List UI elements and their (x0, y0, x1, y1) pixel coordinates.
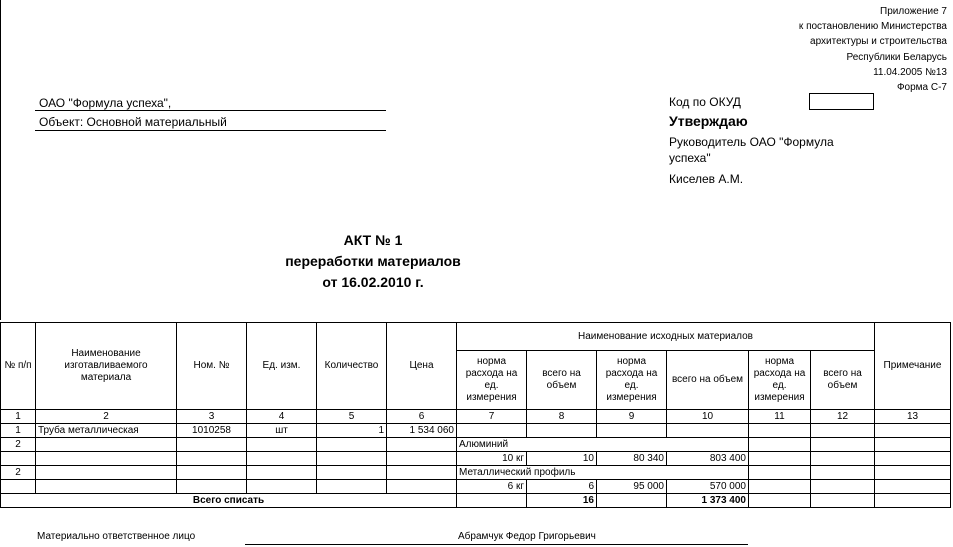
header-norm-2: норма расхода на ед. измерения (597, 351, 667, 410)
product-name: Труба металлическая (36, 424, 177, 438)
object-name: Объект: Основной материальный (39, 115, 227, 129)
header-total-1: всего на объем (527, 351, 597, 410)
row-num: 2 (1, 438, 36, 452)
material-norm: 10 кг (457, 452, 527, 466)
product-code: 1010258 (177, 424, 247, 438)
appendix-line: к постановлению Министерства (798, 21, 947, 33)
col-number: 12 (811, 410, 875, 424)
appendix-line: 11.04.2005 №13 (873, 66, 947, 78)
col-number: 2 (36, 410, 177, 424)
col-number: 3 (177, 410, 247, 424)
title-line-2: переработки материалов (285, 253, 461, 269)
head-position: Руководитель ОАО "Формула успеха" (669, 135, 834, 165)
total-sum: 1 373 400 (667, 494, 749, 508)
col-number: 5 (317, 410, 387, 424)
approve-heading: Утверждаю (669, 113, 748, 129)
col-number: 4 (247, 410, 317, 424)
total-row (1, 494, 951, 508)
title-line-3: от 16.02.2010 г. (322, 274, 424, 290)
okud-code-box (809, 93, 874, 110)
appendix-line: Форма С-7 (896, 82, 947, 94)
row-num: 1 (1, 424, 36, 438)
table-row (1, 452, 951, 466)
column-number-row (1, 410, 951, 424)
header-total-2: всего на объем (667, 351, 749, 410)
organization-name: ОАО "Формула успеха", (39, 96, 172, 110)
okud-label: Код по ОКУД (669, 95, 741, 109)
material-price: 95 000 (597, 480, 667, 494)
responsible-person-name: Абрамчук Федор Григорьевич (458, 531, 596, 542)
col-number: 11 (749, 410, 811, 424)
table-row (1, 438, 951, 452)
col-number: 9 (597, 410, 667, 424)
product-unit: шт (247, 424, 317, 438)
material-price: 80 340 (597, 452, 667, 466)
header-total-3: всего на объем (811, 351, 875, 410)
header-name: Наименование изготавливаемого материала (36, 323, 177, 410)
header-num: № п/п (1, 323, 36, 410)
col-number: 13 (875, 410, 951, 424)
document-title (223, 230, 523, 293)
header-source-materials: Наименование исходных материалов (457, 323, 875, 351)
material-sum: 803 400 (667, 452, 749, 466)
appendix-line: Республики Беларусь (846, 51, 947, 63)
source-material-name: Алюминий (457, 438, 749, 452)
material-norm: 6 кг (457, 480, 527, 494)
table-row (1, 466, 951, 480)
header-norm-3: норма расхода на ед. измерения (749, 351, 811, 410)
header-qty: Количество (317, 323, 387, 410)
appendix-line: архитектуры и строительства (810, 36, 947, 48)
col-number: 6 (387, 410, 457, 424)
col-number: 1 (1, 410, 36, 424)
header-norm-1: норма расхода на ед. измерения (457, 351, 527, 410)
row-num: 2 (1, 466, 36, 480)
appendix-header (799, 4, 947, 95)
signer-name: Киселев А.М. (669, 172, 744, 186)
product-price: 1 534 060 (387, 424, 457, 438)
material-total: 6 (527, 480, 597, 494)
material-total: 10 (527, 452, 597, 466)
header-note: Примечание (875, 323, 951, 410)
header-price: Цена (387, 323, 457, 410)
source-material-name: Металлический профиль (457, 466, 749, 480)
title-line-1: АКТ № 1 (343, 232, 403, 248)
material-sum: 570 000 (667, 480, 749, 494)
responsible-person-label: Материально ответственное лицо (37, 531, 196, 542)
col-number: 8 (527, 410, 597, 424)
total-qty: 16 (527, 494, 597, 508)
header-code: Ном. № (177, 323, 247, 410)
col-number: 7 (457, 410, 527, 424)
org-underline (35, 110, 386, 111)
signature-line (245, 544, 748, 545)
appendix-line: Приложение 7 (880, 6, 947, 17)
col-number: 10 (667, 410, 749, 424)
table-row (1, 480, 951, 494)
product-qty: 1 (317, 424, 387, 438)
header-unit: Ед. изм. (247, 323, 317, 410)
processing-table (0, 322, 951, 508)
table-row (1, 424, 951, 438)
object-underline (35, 130, 386, 131)
left-border-line (0, 0, 1, 320)
total-label: Всего списать (1, 494, 457, 508)
